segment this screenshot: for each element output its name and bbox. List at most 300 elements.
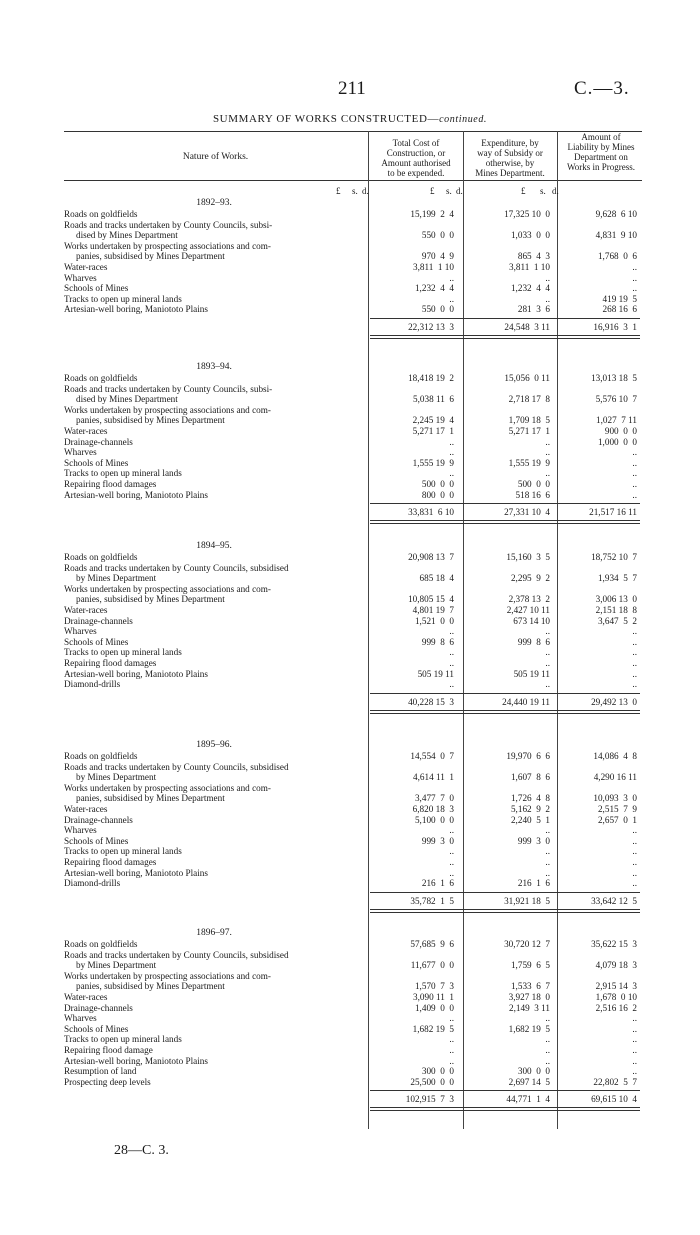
cell-c2: 1,759 6 5 (510, 960, 550, 971)
total-c1: 40,228 15 3 (408, 696, 454, 707)
table-row (64, 939, 642, 950)
cell-c3: .. (632, 272, 637, 283)
row-label: Drainage-channels (64, 615, 133, 626)
cell-c2: 1,232 4 4 (510, 283, 550, 294)
total-double-rule (370, 520, 640, 524)
cell-c1: 500 0 0 (421, 479, 454, 489)
cell-c3: .. (632, 636, 637, 647)
cell-c3: .. (632, 1045, 637, 1055)
table-row (64, 950, 642, 961)
table-row (64, 836, 642, 847)
table-row (64, 616, 642, 627)
section-year: 1894–95. (196, 541, 232, 551)
cell-c1: .. (449, 1045, 454, 1055)
cell-c2: 505 19 11 (513, 668, 550, 679)
cell-c1: 57,685 9 6 (410, 939, 454, 949)
cell-c2: .. (545, 825, 550, 836)
cell-c3: 4,290 16 11 (593, 772, 637, 783)
cell-c3: .. (632, 1034, 637, 1045)
total-c1: 35,782 1 5 (410, 895, 454, 906)
cell-c3: .. (632, 262, 637, 272)
cell-c1: 1,232 4 4 (414, 283, 454, 294)
row-label: panies, subsidised by Mines Department (76, 251, 225, 262)
cell-c3: .. (632, 468, 637, 479)
row-label: Water-races (64, 262, 108, 272)
table-row (64, 479, 642, 490)
cell-c2: 17,325 10 0 (504, 209, 550, 219)
liability-header: Amount of Liability by Mines Department on Works in Progress. (566, 132, 636, 172)
cell-c3: .. (632, 1066, 637, 1077)
cell-c3: .. (632, 283, 637, 294)
row-label: Works undertaken by prospecting associations and com- (64, 782, 271, 793)
cell-c1: .. (449, 825, 454, 836)
row-label: Water-races (64, 605, 108, 615)
table-row (64, 669, 642, 680)
table-row (64, 679, 642, 690)
cell-c2: .. (545, 447, 550, 458)
cell-c3: 2,516 16 2 (595, 1002, 637, 1013)
table-row (64, 584, 642, 595)
cell-c2: 1,033 0 0 (510, 230, 550, 241)
cell-c3: 4,079 18 3 (595, 960, 637, 971)
nature-of-works-header: Nature of Works. (182, 152, 249, 162)
cell-c2: 673 14 10 (513, 615, 550, 626)
cell-c1: 5,271 17 1 (412, 426, 454, 436)
row-label: dised by Mines Department (76, 394, 178, 405)
table-row (64, 490, 642, 501)
table-row (64, 552, 642, 563)
cell-c1: .. (449, 679, 454, 690)
total-double-rule (370, 909, 640, 913)
table-row (64, 304, 642, 315)
cell-c1: 550 0 0 (421, 230, 454, 241)
cell-c1: .. (449, 1055, 454, 1066)
table-row (64, 394, 642, 405)
cell-c1: 300 0 0 (421, 1066, 454, 1077)
table-row (64, 468, 642, 479)
row-label: Repairing flood damages (64, 479, 157, 489)
table-row (64, 405, 642, 416)
section-total-row (64, 1093, 642, 1105)
row-label: Water-races (64, 426, 108, 436)
table-row (64, 1066, 642, 1077)
table-row (64, 815, 642, 826)
table-row (64, 637, 642, 648)
row-label: Roads on goldfields (64, 552, 138, 562)
row-label: Roads on goldfields (64, 209, 138, 219)
row-label: Repairing flood damages (64, 857, 157, 867)
table-row (64, 415, 642, 426)
cell-c2: 30,720 12 7 (504, 939, 550, 949)
row-label: panies, subsidised by Mines Department (76, 415, 225, 426)
cell-c3: .. (632, 878, 637, 889)
row-label: Artesian-well boring, Maniototo Plains (64, 489, 208, 500)
cell-c3: 2,515 7 9 (597, 804, 637, 814)
currency-unit-label: s. (446, 186, 452, 196)
row-label: Schools of Mines (64, 283, 129, 294)
cell-c3: .. (632, 857, 637, 867)
cell-c2: .. (545, 867, 550, 878)
cell-c3: .. (632, 835, 637, 846)
cell-c1: 1,570 7 3 (414, 981, 454, 992)
cell-c3: 22,802 5 7 (593, 1076, 637, 1087)
expenditure-header: Expenditure, by way of Subsidy or otherwise, by Mines Department. (475, 138, 545, 178)
cell-c1: .. (449, 846, 454, 857)
table-row (64, 273, 642, 284)
cell-c1: 550 0 0 (421, 304, 454, 315)
cell-c2: 5,271 17 1 (508, 426, 550, 436)
cell-c2: 2,718 17 8 (508, 394, 550, 405)
currency-unit-label: d. (552, 186, 559, 196)
cell-c3: 900 0 0 (604, 426, 637, 436)
row-label: Artesian-well boring, Maniototo Plains (64, 668, 208, 679)
cell-c1: .. (449, 626, 454, 637)
table-row (64, 992, 642, 1003)
table-row (64, 658, 642, 669)
total-rule (370, 318, 640, 319)
row-label: Tracks to open up mineral lands (64, 293, 182, 304)
row-label: Drainage-channels (64, 436, 133, 447)
currency-unit-label: s. (352, 186, 358, 196)
row-label: Water-races (64, 804, 108, 814)
table-row (64, 1003, 642, 1014)
total-cost-header: Total Cost of Construction, or Amount authorised to be expended. (381, 138, 451, 178)
table-row (64, 230, 642, 241)
currency-unit-label: d. (456, 186, 463, 196)
title-main: SUMMARY OF WORKS CONSTRUCTED— (212, 113, 440, 125)
total-c1: 102,915 7 3 (405, 1094, 454, 1105)
table-row (64, 793, 642, 804)
cell-c3: 9,628 6 10 (595, 209, 637, 219)
row-label: Prospecting deep levels (64, 1076, 151, 1087)
cell-c3: .. (632, 447, 637, 458)
row-label: Drainage-channels (64, 1002, 133, 1013)
row-label: Diamond-drills (64, 878, 121, 889)
row-label: Roads and tracks undertaken by County Councils, subsidised (64, 761, 289, 772)
cell-c3: .. (632, 867, 637, 878)
cell-c2: 518 16 6 (515, 489, 550, 500)
cell-c3: .. (632, 479, 637, 489)
cell-c1: 1,555 19 9 (412, 457, 454, 468)
row-label: Artesian-well boring, Maniototo Plains (64, 1055, 208, 1066)
row-label: Roads and tracks undertaken by County Councils, subsidised (64, 562, 289, 573)
total-rule (370, 693, 640, 694)
row-label: by Mines Department (76, 960, 157, 971)
total-c3: 33,642 12 5 (591, 895, 637, 906)
cell-c3: .. (632, 1013, 637, 1024)
cell-c2: 15,056 0 11 (504, 373, 550, 383)
cell-c1: 18,418 19 2 (408, 373, 454, 383)
cell-c1: 970 4 9 (421, 251, 454, 262)
page-number: 211 (338, 78, 366, 99)
table-row (64, 1034, 642, 1045)
table-row (64, 209, 642, 220)
cell-c1: 800 0 0 (421, 489, 454, 500)
row-label: Schools of Mines (64, 1023, 129, 1034)
cell-c2: .. (545, 293, 550, 304)
cell-c3: .. (632, 1055, 637, 1066)
total-c3: 21,517 16 11 (589, 507, 637, 518)
row-label: panies, subsidised by Mines Department (76, 981, 225, 992)
row-label: Schools of Mines (64, 835, 129, 846)
cell-c3: 18,752 10 7 (591, 552, 637, 562)
cell-c2: 19,970 6 6 (506, 751, 550, 761)
total-double-rule (370, 1107, 640, 1111)
cell-c3: 1,000 0 0 (597, 436, 637, 447)
table-row (64, 857, 642, 868)
cell-c3: 4,831 9 10 (595, 230, 637, 241)
cell-c3: 2,151 18 8 (595, 605, 637, 615)
table-row (64, 960, 642, 971)
row-label: Works undertaken by prospecting associations and com- (64, 583, 271, 594)
cell-c2: .. (545, 846, 550, 857)
section-total-row (64, 895, 642, 907)
row-label: Roads and tracks undertaken by County Councils, subsi- (64, 219, 273, 230)
table-row (64, 1013, 642, 1024)
total-c2: 27,331 10 4 (504, 507, 550, 518)
cell-c2: .. (545, 658, 550, 668)
table-row (64, 804, 642, 815)
row-label: Tracks to open up mineral lands (64, 1034, 182, 1045)
row-label: Works undertaken by prospecting associations and com- (64, 404, 271, 415)
row-label: Resumption of land (64, 1066, 137, 1077)
total-double-rule (370, 710, 640, 714)
cell-c1: 11,677 0 0 (410, 960, 454, 971)
cell-c1: .. (449, 857, 454, 867)
footer-reference: 28—C. 3. (114, 1143, 169, 1158)
cell-c2: 1,533 6 7 (510, 981, 550, 992)
section-year: 1895–96. (196, 740, 232, 750)
section-total-row (64, 321, 642, 333)
cell-c3: 1,768 0 6 (597, 251, 637, 262)
table-row (64, 981, 642, 992)
cell-c2: 2,378 13 2 (508, 594, 550, 605)
table-row (64, 647, 642, 658)
table-row (64, 1056, 642, 1067)
cell-c2: 1,555 19 9 (508, 457, 550, 468)
table-row (64, 426, 642, 437)
row-label: Artesian-well boring, Maniototo Plains (64, 867, 208, 878)
table-row (64, 971, 642, 982)
currency-unit-label: s. (540, 186, 546, 196)
cell-c2: 281 3 6 (517, 304, 550, 315)
row-label: panies, subsidised by Mines Department (76, 793, 225, 804)
row-label: Wharves (64, 825, 97, 836)
table-row (64, 772, 642, 783)
table-row (64, 458, 642, 469)
cell-c1: 6,820 18 3 (412, 804, 454, 814)
total-c1: 33,831 6 10 (408, 507, 454, 518)
cell-c2: 999 3 0 (517, 835, 550, 846)
cell-c1: .. (449, 867, 454, 878)
total-c1: 22,312 13 3 (408, 322, 454, 332)
cell-c1: .. (449, 293, 454, 304)
cell-c1: .. (449, 647, 454, 658)
cell-c1: .. (449, 658, 454, 668)
cell-c2: 2,149 3 11 (508, 1002, 550, 1013)
cell-c3: 5,576 10 7 (595, 394, 637, 405)
table-row (64, 868, 642, 879)
cell-c2: 2,240 5 1 (510, 814, 550, 825)
cell-c1: 216 1 6 (421, 878, 454, 889)
total-c3: 69,615 10 4 (591, 1094, 637, 1105)
cell-c1: 5,100 0 0 (414, 814, 454, 825)
table-row (64, 384, 642, 395)
total-c2: 24,548 3 11 (504, 322, 550, 332)
cell-c1: 15,199 2 4 (410, 209, 454, 219)
table-row (64, 573, 642, 584)
row-label: Roads on goldfields (64, 751, 138, 761)
cell-c2: .. (545, 1055, 550, 1066)
cell-c2: 15,160 3 5 (506, 552, 550, 562)
cell-c3: .. (632, 846, 637, 857)
row-label: Schools of Mines (64, 636, 129, 647)
cell-c3: 1,678 0 10 (595, 992, 637, 1002)
cell-c2: 500 0 0 (517, 479, 550, 489)
cell-c1: 685 18 4 (419, 573, 454, 584)
row-label: Artesian-well boring, Maniototo Plains (64, 304, 208, 315)
row-label: Diamond-drills (64, 679, 121, 690)
total-rule (370, 892, 640, 893)
cell-c1: 2,245 19 4 (412, 415, 454, 426)
cell-c2: 3,811 1 10 (508, 262, 550, 272)
cell-c1: 3,477 7 0 (414, 793, 454, 804)
section-total-row (64, 696, 642, 708)
cell-c3: .. (632, 647, 637, 658)
row-label: dised by Mines Department (76, 230, 178, 241)
row-label: Wharves (64, 272, 97, 283)
cell-c3: 268 16 6 (602, 304, 637, 315)
cell-c3: .. (632, 679, 637, 690)
cell-c2: 2,295 9 2 (510, 573, 550, 584)
cell-c2: .. (545, 857, 550, 867)
table-row (64, 262, 642, 273)
row-label: Tracks to open up mineral lands (64, 846, 182, 857)
cell-c2: 1,682 19 5 (508, 1023, 550, 1034)
cell-c2: 1,709 18 5 (508, 415, 550, 426)
row-label: Wharves (64, 1013, 97, 1024)
cell-c3: 35,622 15 3 (591, 939, 637, 949)
cell-c1: 999 8 6 (421, 636, 454, 647)
document-reference: C.—3. (574, 78, 630, 99)
cell-c2: .. (545, 626, 550, 637)
row-label: Repairing flood damages (64, 658, 157, 668)
cell-c1: 1,521 0 0 (414, 615, 454, 626)
table-row (64, 762, 642, 773)
total-c3: 16,916 3 1 (593, 322, 637, 332)
table-row (64, 373, 642, 384)
cell-c2: 2,427 10 11 (506, 605, 550, 615)
total-rule (370, 503, 640, 504)
table-row (64, 1077, 642, 1088)
cell-c2: .. (545, 1013, 550, 1024)
table-row (64, 605, 642, 616)
table-row (64, 220, 642, 231)
total-c2: 24,440 19 11 (502, 696, 550, 707)
total-double-rule (370, 335, 640, 339)
cell-c2: 5,162 9 2 (510, 804, 550, 814)
row-label: by Mines Department (76, 573, 157, 584)
cell-c3: 419 19 5 (602, 293, 637, 304)
row-label: panies, subsidised by Mines Department (76, 594, 225, 605)
table-row (64, 751, 642, 762)
cell-c1: 1,409 0 0 (414, 1002, 454, 1013)
cell-c3: .. (632, 668, 637, 679)
row-label: Water-races (64, 992, 108, 1002)
row-label: Roads on goldfields (64, 373, 138, 383)
cell-c1: .. (449, 1034, 454, 1045)
row-label: Wharves (64, 447, 97, 458)
currency-unit-label: d. (362, 186, 369, 196)
table-row (64, 878, 642, 889)
cell-c1: 25,500 0 0 (410, 1076, 454, 1087)
cell-c1: 3,090 11 1 (412, 992, 454, 1002)
cell-c2: .. (545, 272, 550, 283)
row-label: Tracks to open up mineral lands (64, 468, 182, 479)
cell-c2: 1,607 8 6 (510, 772, 550, 783)
cell-c3: 14,086 4 8 (593, 751, 637, 761)
row-label: Tracks to open up mineral lands (64, 647, 182, 658)
table-row (64, 783, 642, 794)
cell-c1: 20,908 13 7 (408, 552, 454, 562)
cell-c2: .. (545, 679, 550, 690)
table-row (64, 594, 642, 605)
cell-c3: 1,027 7 11 (595, 415, 637, 426)
row-label: Drainage-channels (64, 814, 133, 825)
table-row (64, 283, 642, 294)
table-row (64, 846, 642, 857)
row-label: Wharves (64, 626, 97, 637)
cell-c1: .. (449, 1013, 454, 1024)
table-row (64, 294, 642, 305)
total-c3: 29,492 13 0 (591, 696, 637, 707)
cell-c1: 14,554 0 7 (410, 751, 454, 761)
cell-c1: .. (449, 468, 454, 479)
cell-c3: 2,915 14 3 (595, 981, 637, 992)
cell-c2: .. (545, 468, 550, 479)
cell-c2: 2,697 14 5 (508, 1076, 550, 1087)
cell-c1: 3,811 1 10 (412, 262, 454, 272)
cell-c3: .. (632, 825, 637, 836)
table-row (64, 251, 642, 262)
row-label: Works undertaken by prospecting associations and com- (64, 970, 271, 981)
cell-c1: 4,614 11 1 (412, 772, 454, 783)
cell-c3: .. (632, 457, 637, 468)
row-label: Repairing flood damage (64, 1045, 153, 1055)
section-year: 1892–93. (196, 198, 232, 208)
cell-c1: .. (449, 447, 454, 458)
section-year: 1896–97. (196, 928, 232, 938)
row-label: Roads and tracks undertaken by County Councils, subsi- (64, 383, 273, 394)
table-row (64, 447, 642, 458)
cell-c2: 865 4 3 (517, 251, 550, 262)
cell-c1: 505 19 11 (417, 668, 454, 679)
table-row (64, 1045, 642, 1056)
row-label: Works undertaken by prospecting associations and com- (64, 240, 271, 251)
cell-c3: 1,934 5 7 (597, 573, 637, 584)
cell-c3: .. (632, 489, 637, 500)
works-table (64, 0, 642, 1235)
row-label: Roads on goldfields (64, 939, 138, 949)
currency-unit-label: £ (336, 186, 341, 196)
cell-c2: .. (545, 647, 550, 658)
cell-c1: 999 3 0 (421, 835, 454, 846)
cell-c1: 4,801 19 7 (412, 605, 454, 615)
total-c2: 44,771 1 4 (506, 1094, 550, 1105)
cell-c2: 999 8 6 (517, 636, 550, 647)
cell-c3: 13,013 18 5 (591, 373, 637, 383)
cell-c2: .. (545, 1045, 550, 1055)
